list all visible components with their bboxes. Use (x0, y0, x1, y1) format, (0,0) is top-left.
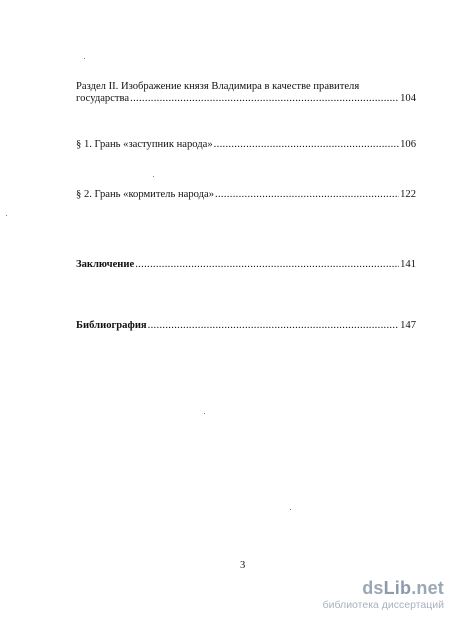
toc-paragraph1-title: § 1. Грань «заступник народа» (76, 139, 213, 150)
watermark-logo-prefix: ds (362, 578, 384, 598)
watermark-logo-suffix: .net (411, 578, 444, 598)
scan-speck (204, 413, 205, 414)
scan-speck (6, 215, 7, 216)
toc-paragraph1-page: 106 (400, 139, 416, 150)
toc-entry-bibliography[interactable] (76, 319, 416, 332)
toc-paragraph2-title: § 2. Грань «кормитель народа» (76, 189, 215, 200)
dot-leader (215, 188, 399, 201)
toc-section2-page: 104 (400, 93, 416, 104)
toc-section2-title-line1: Раздел II. Изображение князя Владимира в качестве правителя (76, 81, 360, 92)
toc-entry-section2[interactable] (76, 92, 416, 105)
dot-leader (148, 319, 399, 332)
toc-conclusion-page: 141 (400, 259, 416, 270)
toc-paragraph2-page: 122 (400, 189, 416, 200)
watermark-logo (318, 578, 444, 598)
dot-leader (130, 92, 399, 105)
dslib-watermark[interactable] (318, 578, 444, 612)
scan-speck (84, 58, 85, 59)
watermark-subtitle: библиотека диссертаций (322, 599, 444, 611)
dot-leader (135, 258, 399, 271)
toc-entry-paragraph1[interactable] (76, 138, 416, 151)
toc-entry-paragraph2[interactable] (76, 188, 416, 201)
toc-conclusion-title: Заключение (76, 259, 135, 270)
scan-speck (153, 176, 154, 177)
toc-entry-conclusion[interactable] (76, 258, 416, 271)
toc-bibliography-title: Библиография (76, 320, 147, 331)
toc-section2-title-line2: государства (76, 93, 130, 104)
page-number: 3 (240, 560, 246, 571)
watermark-logo-main: Lib (383, 578, 412, 598)
dot-leader (214, 138, 399, 151)
toc-bibliography-page: 147 (400, 320, 416, 331)
scan-speck (290, 509, 291, 510)
